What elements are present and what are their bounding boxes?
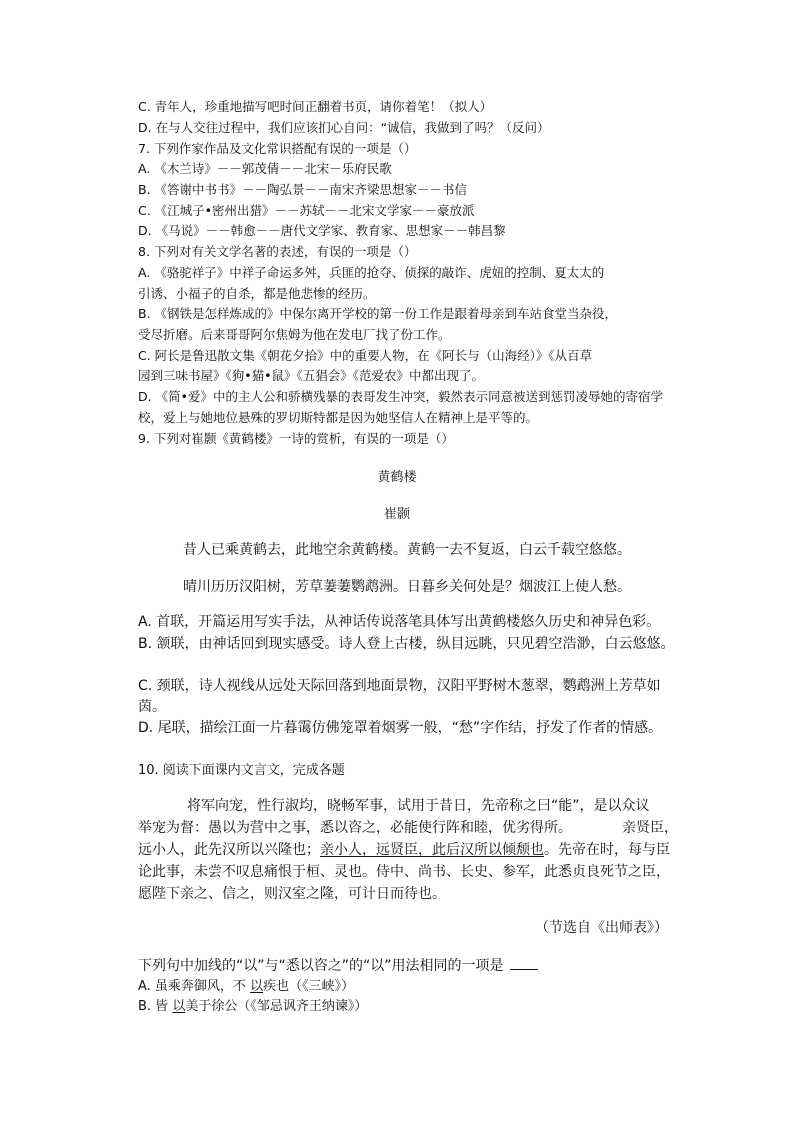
option-d-q7: D. 《马说》－－韩愈－－唐代文学家、教育家、思想家－－韩昌黎: [138, 223, 506, 238]
question-10-prompt: [138, 956, 538, 976]
option-b-q8: B. 《钢铁是怎样炼成的》中保尔离开学校的第一份工作是跟着母亲到车站食堂当杂役，: [138, 306, 618, 321]
passage-line-3c: 。先帝在时，每与臣: [544, 842, 670, 858]
poem-author: 崔颢: [383, 507, 410, 522]
passage-line-2b: 亲贤臣，: [622, 820, 678, 836]
option-a-q10-pre: A. 虽乘奔御风，不: [138, 979, 251, 994]
passage-line-4: 论此事，未尝不叹息痛恨于桓、灵也。侍中、尚书、长史、参军，此悉贞良死节之臣，: [138, 864, 670, 880]
option-c-q9-cont: 茵。: [138, 699, 166, 715]
option-c-q6: C. 青年人，珍重地描写吧时间正翻着书页，请你着笔！（拟人）: [138, 99, 493, 114]
question-10-title: 10. 阅读下面课内文言文，完成各题: [138, 763, 345, 778]
question-8: 8. 下列对有关文学名著的表述，有误的一项是（）: [138, 244, 417, 259]
option-c-q7: C. 《江城子•密州出猎》－－苏轼－－北宋文学家－－豪放派: [138, 203, 475, 218]
passage-source: （节选自《出师表》）: [535, 920, 668, 936]
poem-line-1: 昔人已乘黄鹤去，此地空余黄鹤楼。黄鹤一去不复返，白云千载空悠悠。: [183, 542, 631, 558]
option-a-q7: A. 《木兰诗》－－郭茂倩－－北宋－乐府民歌: [138, 161, 392, 176]
passage-line-3: [138, 840, 670, 860]
poem-line-2: 晴川历历汉阳树，芳草萋萋鹦鹉洲。日暮乡关何处是？烟波江上使人愁。: [183, 579, 631, 595]
option-a-q10-marked: 以: [250, 979, 264, 994]
option-b-q8-cont: 受尽折磨。后来哥哥阿尔焦姆为他在发电厂找了份工作。: [138, 327, 451, 342]
passage-line-3a: 远小人，此先汉所以兴隆也；: [138, 842, 320, 858]
option-a-q9: A. 首联，开篇运用写实手法，从神话传说落笔具体写出黄鹤楼悠久历史和神异色彩。: [138, 614, 661, 630]
passage-line-2a: 举宠为督：愚以为营中之事，悉以咨之，必能使行阵和睦，优劣得所。: [138, 820, 572, 836]
option-a-q10-post: 疾也（《三峡》）: [263, 979, 355, 994]
option-b-q7: B. 《答谢中书书》－－陶弘景－－南宋齐梁思想家－－书信: [138, 182, 468, 197]
question-10-prompt-text: 下列句中加线的“以”与“悉以咨之”的“以”用法相同的一项是: [138, 958, 504, 974]
option-b-q10-marked: 以: [172, 999, 186, 1014]
question-7: 7. 下列作家作品及文化常识搭配有误的一项是（）: [138, 141, 417, 156]
option-d-q8-cont: 校，爱上与她地位悬殊的罗切斯特都是因为她坚信人在精神上是平等的。: [138, 410, 539, 425]
option-d-q8: D. 《简•爱》中的主人公和骄横残暴的表哥发生冲突，毅然表示同意被送到惩罚凌辱她的寄宿学: [138, 389, 663, 404]
option-b-q10-pre: B. 皆: [138, 999, 173, 1014]
option-c-q9: C. 颈联，诗人视线从远处天际回落到地面景物，汉阳平野树木葱翠，鹦鹉洲上芳草如: [138, 678, 661, 694]
option-a-q10: [138, 978, 354, 996]
option-a-q8: A. 《骆驼祥子》中祥子命运多舛，兵匪的抢夺、侦探的敲诈、虎妞的控制、夏太太的: [138, 265, 605, 280]
option-b-q10: [138, 998, 367, 1016]
poem-title: 黄鹤楼: [377, 470, 417, 485]
answer-blank[interactable]: [510, 956, 538, 970]
question-9: 9. 下列对崔颢《黄鹤楼》一诗的赏析，有误的一项是（）: [138, 431, 454, 446]
passage-line-1: 将军向宠，性行淑均，晓畅军事，试用于昔日，先帝称之曰“能”，是以众议: [187, 798, 650, 814]
option-c-q8-cont: 园到三味书屋》《狗•猫•鼠》《五猖会》《范爱农》中都出现了。: [138, 368, 484, 383]
option-b-q9: B. 颔联，由神话回到现实感受。诗人登上古楼，纵目远眺，只见碧空浩渺，白云悠悠。: [138, 636, 675, 652]
option-a-q8-cont: 引诱、小福子的自杀，都是他悲惨的经历。: [138, 286, 376, 301]
option-c-q8: C. 阿长是鲁迅散文集《朝花夕拾》中的重要人物，在《阿长与（山海经）》《从百草: [138, 348, 593, 363]
option-d-q9: D. 尾联，描绘江面一片暮霭仿佛笼罩着烟雾一般，“愁”字作结，抒发了作者的情感。: [138, 720, 663, 736]
option-b-q10-post: 美于徐公（《邹忌讽齐王纳谏》）: [185, 999, 368, 1014]
underlined-sentence: 亲小人，远贤臣，此后汉所以倾颓也: [320, 842, 544, 858]
passage-line-5: 愿陛下亲之、信之，则汉室之隆，可计日而待也。: [138, 886, 446, 902]
option-d-q6: D. 在与人交往过程中，我们应该扪心自问：“诚信，我做到了吗？（反问）: [138, 120, 550, 135]
